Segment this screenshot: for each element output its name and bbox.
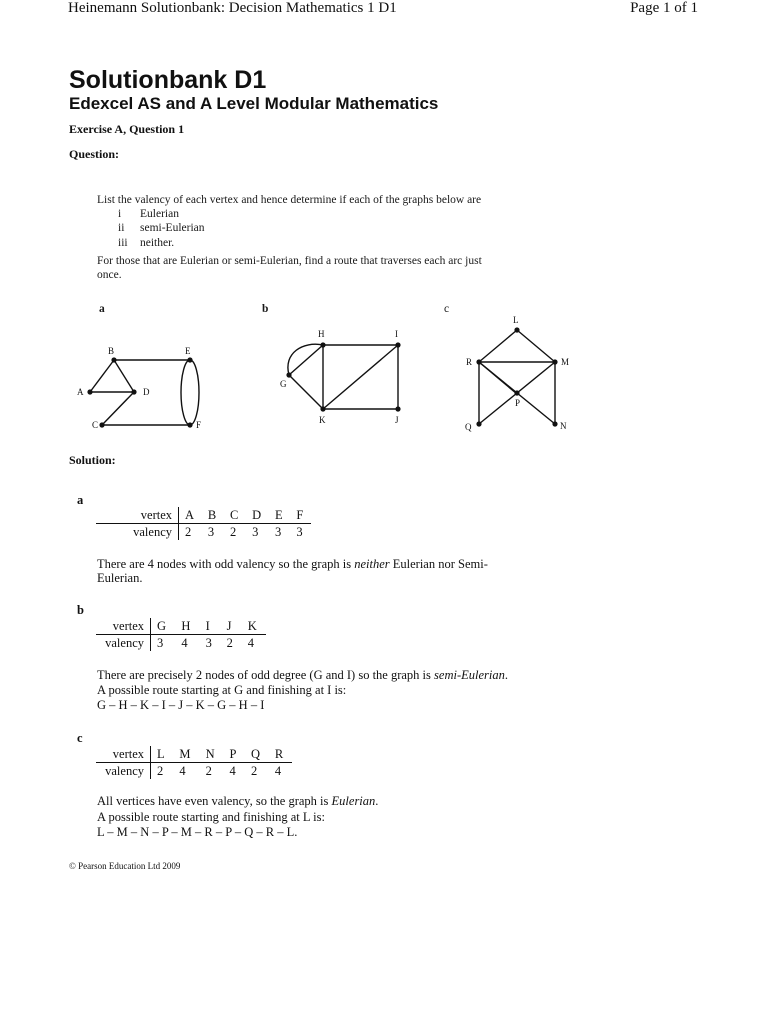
table-c-valency: 4 bbox=[179, 764, 186, 778]
vertex-l-label: L bbox=[513, 315, 519, 325]
solution-a-text-1-post: Eulerian nor Semi- bbox=[389, 557, 488, 571]
graph-c-label: c bbox=[444, 303, 450, 315]
table-a-vertex: E bbox=[269, 507, 290, 524]
question-label: Question: bbox=[69, 147, 120, 161]
table-c-valency: 4 bbox=[274, 764, 282, 778]
vertex-l-node bbox=[514, 327, 519, 332]
vertex-p-node bbox=[514, 390, 519, 395]
footer-copyright: © Pearson Education Ltd 2009 bbox=[69, 861, 181, 871]
page-subtitle: Edexcel AS and A Level Modular Mathematics bbox=[69, 94, 439, 113]
table-c-valency-header: valency bbox=[96, 763, 151, 780]
table-c-valency: 2 bbox=[205, 764, 212, 778]
vertex-k-node bbox=[320, 406, 325, 411]
vertex-c-label: C bbox=[92, 420, 99, 430]
table-c-vertex: L bbox=[151, 746, 174, 763]
table-c-vertex-header: vertex bbox=[96, 746, 151, 763]
solution-b-route: G – H – K – I – J – K – G – H – I bbox=[97, 698, 265, 712]
table-c-vertex: N bbox=[200, 746, 224, 763]
table-a-valency: 3 bbox=[252, 525, 259, 539]
vertex-e-label: E bbox=[185, 346, 191, 356]
table-b-valency-header: valency bbox=[96, 635, 151, 652]
table-b-valency: 4 bbox=[247, 636, 254, 650]
graph-b-label: b bbox=[262, 303, 269, 315]
graph-a-diagram bbox=[70, 340, 220, 440]
table-c-valency: 2 bbox=[251, 764, 258, 778]
vertex-m-node bbox=[552, 359, 557, 364]
vertex-q-node bbox=[476, 421, 481, 426]
vertex-m-label: M bbox=[561, 357, 570, 367]
vertex-k-label: K bbox=[319, 415, 326, 425]
table-b-vertex: J bbox=[221, 618, 242, 635]
solution-a-text-1 bbox=[97, 557, 488, 572]
table-b-valency: 3 bbox=[205, 636, 212, 650]
vertex-i-label: I bbox=[395, 329, 398, 339]
table-b-vertex: H bbox=[175, 618, 199, 635]
solution-a-text-1-pre: There are 4 nodes with odd valency so the graph is bbox=[97, 557, 355, 571]
vertex-n-node bbox=[552, 421, 557, 426]
question-outro-1: For those that are Eulerian or semi-Eulerian, find a route that traverses each arc just bbox=[97, 255, 482, 267]
header-left: Heinemann Solutionbank: Decision Mathematics 1 D1 bbox=[68, 0, 397, 16]
solution-a-text-2: Eulerian. bbox=[97, 571, 143, 585]
vertex-d-node bbox=[131, 389, 136, 394]
valency-table-c bbox=[96, 746, 292, 779]
solution-label: Solution: bbox=[69, 453, 116, 467]
header-right: Page 1 of 1 bbox=[630, 0, 698, 16]
solution-c-text-1-post: . bbox=[375, 794, 379, 808]
vertex-c-node bbox=[99, 422, 104, 427]
option-iii-num: iii bbox=[118, 237, 128, 249]
solution-c-label: c bbox=[77, 731, 83, 745]
solution-b-text-1-pre: There are precisely 2 nodes of odd degree (G and I) so the graph is bbox=[97, 668, 435, 682]
table-c-valency: 4 bbox=[229, 764, 236, 778]
table-b-valency: 3 bbox=[157, 636, 164, 650]
vertex-i-node bbox=[395, 342, 400, 347]
page-title: Solutionbank D1 bbox=[69, 66, 267, 94]
option-i-num: i bbox=[118, 208, 122, 220]
option-i-text: Eulerian bbox=[140, 208, 179, 220]
table-a-valency: 3 bbox=[296, 525, 303, 539]
table-a-vertex: C bbox=[224, 507, 246, 524]
vertex-h-node bbox=[320, 342, 325, 347]
table-a-vertex-header: vertex bbox=[96, 507, 179, 524]
table-c-vertex: Q bbox=[245, 746, 269, 763]
vertex-n-label: N bbox=[560, 421, 567, 431]
solution-c-text-1-pre: All vertices have even valency, so the graph is bbox=[97, 794, 332, 808]
solution-b-text-1 bbox=[97, 668, 508, 683]
solution-c-text-2: A possible route starting and finishing at L is: bbox=[97, 810, 325, 824]
table-a-vertex: B bbox=[202, 507, 224, 524]
vertex-b-label: B bbox=[108, 346, 115, 356]
solution-b-label: b bbox=[77, 603, 84, 617]
table-b-valency: 4 bbox=[181, 636, 188, 650]
option-iii-text: neither. bbox=[140, 237, 175, 249]
solution-a-emphasis: neither bbox=[354, 557, 390, 571]
table-c-valency: 2 bbox=[157, 764, 164, 778]
question-outro-2: once. bbox=[97, 269, 122, 281]
vertex-a-label: A bbox=[77, 387, 84, 397]
vertex-d-label: D bbox=[143, 387, 150, 397]
question-intro: List the valency of each vertex and hence determine if each of the graphs below are bbox=[97, 194, 482, 206]
table-b-vertex-header: vertex bbox=[96, 618, 151, 635]
vertex-e-node bbox=[187, 357, 192, 362]
solution-c-text-1 bbox=[97, 794, 378, 809]
vertex-h-label: H bbox=[318, 329, 325, 339]
solution-c-route: L – M – N – P – M – R – P – Q – R – L. bbox=[97, 825, 298, 839]
table-c-vertex: M bbox=[173, 746, 199, 763]
vertex-g-label: G bbox=[280, 379, 287, 389]
vertex-q-label: Q bbox=[465, 422, 472, 432]
vertex-g-node bbox=[286, 372, 291, 377]
exercise-label: Exercise A, Question 1 bbox=[69, 122, 185, 136]
table-c-vertex: R bbox=[269, 746, 292, 763]
table-a-valency: 3 bbox=[207, 525, 215, 539]
table-c-vertex: P bbox=[223, 746, 245, 763]
table-b-vertex: K bbox=[242, 618, 266, 635]
graph-a-label: a bbox=[99, 303, 105, 315]
option-ii-text: semi-Eulerian bbox=[140, 222, 205, 234]
vertex-f-node bbox=[187, 422, 192, 427]
table-a-valency: 2 bbox=[230, 525, 237, 539]
vertex-r-label: R bbox=[466, 357, 473, 367]
vertex-j-node bbox=[395, 406, 400, 411]
vertex-b-node bbox=[111, 357, 116, 362]
valency-table-a bbox=[96, 507, 311, 540]
graph-b-diagram bbox=[275, 325, 415, 430]
table-a-valency: 2 bbox=[185, 525, 192, 539]
option-ii-num: ii bbox=[118, 222, 125, 234]
solution-a-label: a bbox=[77, 493, 84, 507]
vertex-p-label: P bbox=[515, 398, 521, 408]
vertex-r-node bbox=[476, 359, 481, 364]
vertex-j-label: J bbox=[395, 415, 399, 425]
solution-b-text-1-post: . bbox=[504, 668, 508, 682]
vertex-a-node bbox=[87, 389, 92, 394]
solution-b-emphasis: semi-Eulerian bbox=[434, 668, 505, 682]
graph-c-diagram bbox=[455, 310, 585, 440]
solution-b-text-2: A possible route starting at G and finishing at I is: bbox=[97, 683, 347, 697]
table-a-vertex: F bbox=[290, 507, 311, 524]
table-a-valency: 3 bbox=[274, 525, 282, 539]
table-a-valency-header: valency bbox=[96, 524, 179, 541]
table-b-valency: 2 bbox=[226, 636, 233, 650]
vertex-f-label: F bbox=[196, 420, 202, 430]
solution-c-emphasis: Eulerian bbox=[331, 794, 376, 808]
valency-table-b bbox=[96, 618, 266, 651]
table-b-vertex: G bbox=[151, 618, 176, 635]
table-a-vertex: A bbox=[179, 507, 202, 524]
table-a-vertex: D bbox=[246, 507, 269, 524]
table-b-vertex: I bbox=[200, 618, 221, 635]
